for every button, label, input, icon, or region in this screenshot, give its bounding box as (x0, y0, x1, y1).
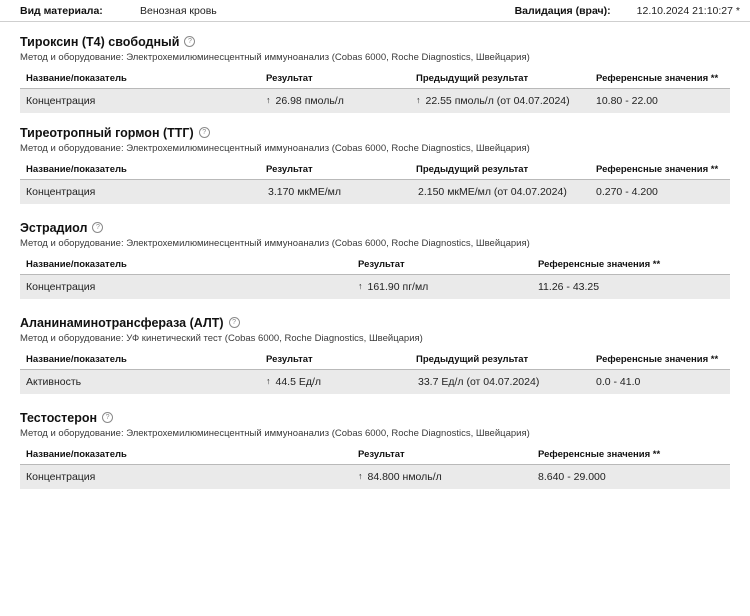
cell-result-value: 84.800 нмоль/л (367, 471, 442, 483)
section-title-text: Аланинаминотрансфераза (АЛТ) (20, 316, 224, 330)
col-reference: Референсные значения ** (590, 161, 730, 180)
results-table (20, 351, 730, 394)
col-previous: Предыдущий результат (410, 70, 590, 89)
col-name: Название/показатель (20, 446, 352, 465)
section-title (20, 303, 730, 333)
arrow-up-icon: ↑ (358, 471, 363, 481)
cell-reference: 8.640 - 29.000 (532, 465, 730, 490)
cell-result-value: 44.5 Ед/л (275, 376, 322, 388)
table-row (20, 370, 730, 395)
section-method: Метод и оборудование: Электрохемилюминесцентный иммуноанализ (Cobas 6000, Roche Diagnostics, Швейцария) (20, 238, 530, 249)
cell-previous (410, 370, 590, 395)
cell-name: Концентрация (20, 275, 352, 300)
section-title (20, 398, 730, 428)
col-result: Результат (260, 70, 410, 89)
section-method: Метод и оборудование: Электрохемилюминесцентный иммуноанализ (Cobas 6000, Roche Diagnostics, Швейцария) (20, 143, 530, 154)
info-icon[interactable]: ? (184, 36, 195, 47)
validation-field (515, 5, 740, 17)
table-header-row (20, 70, 730, 89)
cell-result (260, 180, 410, 205)
col-previous: Предыдущий результат (410, 351, 590, 370)
section-title-text: Тиреотропный гормон (ТТГ) (20, 126, 194, 140)
cell-result-value: 161.90 пг/мл (367, 281, 429, 293)
results-table (20, 256, 730, 299)
cell-result-value: 26.98 пмоль/л (275, 95, 344, 107)
results-table (20, 161, 730, 204)
info-icon[interactable]: ? (102, 412, 113, 423)
material-value: Венозная кровь (140, 4, 217, 17)
material-field (20, 5, 217, 17)
section-title-text: Тестостерон (20, 411, 98, 425)
col-result: Результат (260, 351, 410, 370)
arrow-up-icon: ↑ (266, 376, 271, 386)
cell-name: Концентрация (20, 89, 260, 114)
cell-reference: 10.80 - 22.00 (590, 89, 730, 114)
table-row (20, 89, 730, 114)
validation-value: 12.10.2024 21:10:27 * (636, 4, 740, 17)
section-title-text: Эстрадиол (20, 221, 88, 235)
cell-previous-value: 33.7 Ед/л (от 04.07.2024) (418, 376, 540, 388)
table-header-row (20, 351, 730, 370)
material-label: Вид материала: (20, 4, 103, 17)
cell-previous-value: 22.55 пмоль/л (от 04.07.2024) (425, 95, 570, 107)
info-icon[interactable]: ? (199, 127, 210, 138)
col-reference: Референсные значения ** (590, 351, 730, 370)
col-previous: Предыдущий результат (410, 161, 590, 180)
cell-reference: 0.270 - 4.200 (590, 180, 730, 205)
info-icon[interactable]: ? (92, 222, 103, 233)
col-reference: Референсные значения ** (590, 70, 730, 89)
table-header-row (20, 256, 730, 275)
col-reference: Референсные значения ** (532, 446, 730, 465)
col-result: Результат (352, 446, 532, 465)
cell-previous (410, 89, 590, 114)
section-method: Метод и оборудование: Электрохемилюминесцентный иммуноанализ (Cobas 6000, Roche Diagnostics, Швейцария) (20, 428, 530, 439)
results-table (20, 446, 730, 489)
cell-result (260, 89, 410, 114)
cell-name: Активность (20, 370, 260, 395)
col-result: Результат (260, 161, 410, 180)
section-title (20, 208, 730, 238)
section-testosterone (0, 398, 750, 489)
table-row (20, 275, 730, 300)
cell-previous-value: 2.150 мкМЕ/мл (от 04.07.2024) (418, 186, 567, 198)
section-tsh (0, 113, 750, 204)
report-header-bar (0, 0, 750, 22)
col-name: Название/показатель (20, 70, 260, 89)
section-title-text: Тироксин (Т4) свободный (20, 35, 180, 49)
table-header-row (20, 446, 730, 465)
cell-result (352, 275, 532, 300)
section-title (20, 113, 730, 143)
results-table (20, 70, 730, 113)
section-method: Метод и оборудование: УФ кинетический тест (Cobas 6000, Roche Diagnostics, Швейцария) (20, 333, 423, 344)
info-icon[interactable]: ? (229, 317, 240, 328)
section-t4-free (0, 22, 750, 113)
arrow-up-icon: ↑ (358, 281, 363, 291)
col-name: Название/показатель (20, 256, 352, 275)
section-method: Метод и оборудование: Электрохемилюминесцентный иммуноанализ (Cobas 6000, Roche Diagnostics, Швейцария) (20, 52, 530, 63)
arrow-up-icon: ↑ (266, 95, 271, 105)
table-header-row (20, 161, 730, 180)
validation-label: Валидация (врач): (514, 4, 611, 17)
col-name: Название/показатель (20, 161, 260, 180)
section-estradiol (0, 208, 750, 299)
cell-result (260, 370, 410, 395)
cell-reference: 11.26 - 43.25 (532, 275, 730, 300)
cell-name: Концентрация (20, 465, 352, 490)
cell-reference: 0.0 - 41.0 (590, 370, 730, 395)
cell-previous (410, 180, 590, 205)
cell-name: Концентрация (20, 180, 260, 205)
section-title (20, 22, 730, 52)
section-alt (0, 303, 750, 394)
arrow-up-icon: ↑ (416, 95, 421, 105)
col-result: Результат (352, 256, 532, 275)
cell-result (352, 465, 532, 490)
cell-result-value: 3.170 мкМЕ/мл (268, 186, 342, 198)
col-name: Название/показатель (20, 351, 260, 370)
col-reference: Референсные значения ** (532, 256, 730, 275)
table-row (20, 180, 730, 205)
table-row (20, 465, 730, 490)
